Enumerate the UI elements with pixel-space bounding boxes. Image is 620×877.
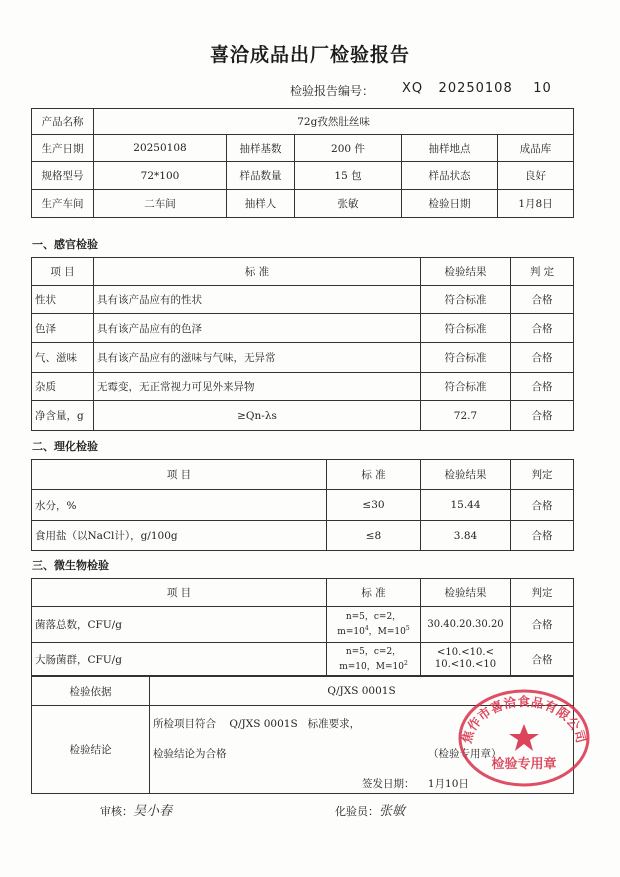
- test-date: 1月8日: [498, 190, 574, 218]
- prod-date-label: 生产日期: [32, 135, 94, 162]
- sensory-judge: 合格: [511, 343, 574, 373]
- micro-std: n=5，c=2， m=10，$M=10^2$: [327, 643, 421, 676]
- stamp-bottom-text: 检验专用章: [491, 757, 557, 772]
- workshop: 二车间: [94, 190, 227, 218]
- micro-std: n=5，c=2， $m=10^4$，$M=10^5$: [327, 607, 421, 643]
- table-row: [32, 314, 574, 343]
- test-date-label: 检验日期: [402, 190, 498, 218]
- sensory-header-std: 标 准: [94, 258, 421, 286]
- company-seal-stamp: [455, 680, 593, 788]
- physchem-judge: 合格: [511, 521, 574, 551]
- physchem-judge: 合格: [511, 490, 574, 521]
- micro-header-result: 检验结果: [421, 579, 511, 607]
- star-icon: [509, 724, 539, 751]
- spec-label: 规格型号: [32, 162, 94, 190]
- physchem-section-title: 二、理化检验: [32, 440, 98, 453]
- table-row: [32, 286, 574, 314]
- sensory-header-judge: 判 定: [511, 258, 574, 286]
- table-row: [32, 643, 574, 676]
- physchem-header-std: 标 准: [327, 460, 421, 490]
- basis-label: 检验依据: [32, 677, 150, 706]
- table-row: [32, 521, 574, 551]
- sampler: 张敏: [295, 190, 402, 218]
- table-row: [32, 607, 574, 643]
- sensory-section-title: 一、感官检验: [32, 238, 98, 251]
- sampler-label: 抽样人: [227, 190, 295, 218]
- micro-item: 菌落总数，CFU/g: [32, 607, 327, 643]
- report-number-value: XQ 20250108 10: [402, 81, 552, 96]
- sensory-std: 无霉变，无正常视力可见外来异物: [94, 373, 421, 401]
- report-number: [290, 81, 552, 99]
- micro-section-title: 三、微生物检验: [32, 559, 109, 572]
- sensory-item: 性状: [32, 286, 94, 314]
- qty: 15 包: [295, 162, 402, 190]
- product-name: 72g孜然肚丝味: [94, 109, 574, 135]
- stamp-top-text: 焦作市喜洽食品有限公司: [458, 694, 590, 745]
- sensory-std: ≥Qn-λs: [94, 401, 421, 431]
- sensory-judge: 合格: [511, 314, 574, 343]
- base: 200 件: [295, 135, 402, 162]
- qty-label: 样品数量: [227, 162, 295, 190]
- physchem-result: 15.44: [421, 490, 511, 521]
- sensory-judge: 合格: [511, 286, 574, 314]
- sensory-result: 72.7: [421, 401, 511, 431]
- inspector-signature: 化验员：张敏: [335, 804, 406, 819]
- micro-result: <10.<10.< 10.<10.<10: [421, 643, 511, 676]
- table-row: [32, 343, 574, 373]
- micro-header-judge: 判定: [511, 579, 574, 607]
- sensory-judge: 合格: [511, 401, 574, 431]
- sensory-result: 符合标准: [421, 343, 511, 373]
- base-label: 抽样基数: [227, 135, 295, 162]
- micro-header-item: 项 目: [32, 579, 327, 607]
- physchem-item: 水分，%: [32, 490, 327, 521]
- place: 成品库: [498, 135, 574, 162]
- sensory-item: 色泽: [32, 314, 94, 343]
- micro-table: [31, 578, 574, 676]
- sensory-result: 符合标准: [421, 286, 511, 314]
- table-row: [32, 401, 574, 431]
- table-row: [32, 490, 574, 521]
- physchem-std: ≤8: [327, 521, 421, 551]
- report-number-label: 检验报告编号：: [290, 84, 375, 98]
- physchem-table: [31, 459, 574, 551]
- physchem-header-item: 项 目: [32, 460, 327, 490]
- micro-judge: 合格: [511, 643, 574, 676]
- sensory-item: 净含量，g: [32, 401, 94, 431]
- report-title: 喜洽成品出厂检验报告: [209, 44, 410, 66]
- workshop-label: 生产车间: [32, 190, 94, 218]
- sensory-judge: 合格: [511, 373, 574, 401]
- state-label: 样品状态: [402, 162, 498, 190]
- sensory-std: 具有该产品应有的色泽: [94, 314, 421, 343]
- micro-result: 30.40.20.30.20: [421, 607, 511, 643]
- sensory-table: [31, 257, 574, 431]
- state: 良好: [498, 162, 574, 190]
- sensory-header-result: 检验结果: [421, 258, 511, 286]
- prod-date: 20250108: [94, 135, 227, 162]
- basis-value: Q/JXS 0001S: [150, 677, 574, 706]
- physchem-header-judge: 判定: [511, 460, 574, 490]
- micro-header-std: 标 准: [327, 579, 421, 607]
- micro-item: 大肠菌群，CFU/g: [32, 643, 327, 676]
- product-name-label: 产品名称: [32, 109, 94, 135]
- sensory-result: 符合标准: [421, 314, 511, 343]
- conclusion-body: 所检项目符合 Q/JXS 0001S 标准要求， 检验结论为合格 （检验专用章） 签发日期： 1月10日: [150, 706, 574, 794]
- reviewer-signature: 审核：吴小春: [100, 804, 173, 819]
- physchem-header-result: 检验结果: [421, 460, 511, 490]
- spec: 72*100: [94, 162, 227, 190]
- physchem-std: ≤30: [327, 490, 421, 521]
- sensory-std: 具有该产品应有的滋味与气味，无异常: [94, 343, 421, 373]
- sensory-header-item: 项 目: [32, 258, 94, 286]
- sensory-result: 符合标准: [421, 373, 511, 401]
- info-table: [31, 108, 574, 218]
- sensory-std: 具有该产品应有的性状: [94, 286, 421, 314]
- conclusion-label: 检验结论: [32, 706, 150, 794]
- place-label: 抽样地点: [402, 135, 498, 162]
- physchem-item: 食用盐（以NaCl计），g/100g: [32, 521, 327, 551]
- sensory-item: 气、滋味: [32, 343, 94, 373]
- table-row: [32, 373, 574, 401]
- sensory-item: 杂质: [32, 373, 94, 401]
- physchem-result: 3.84: [421, 521, 511, 551]
- micro-judge: 合格: [511, 607, 574, 643]
